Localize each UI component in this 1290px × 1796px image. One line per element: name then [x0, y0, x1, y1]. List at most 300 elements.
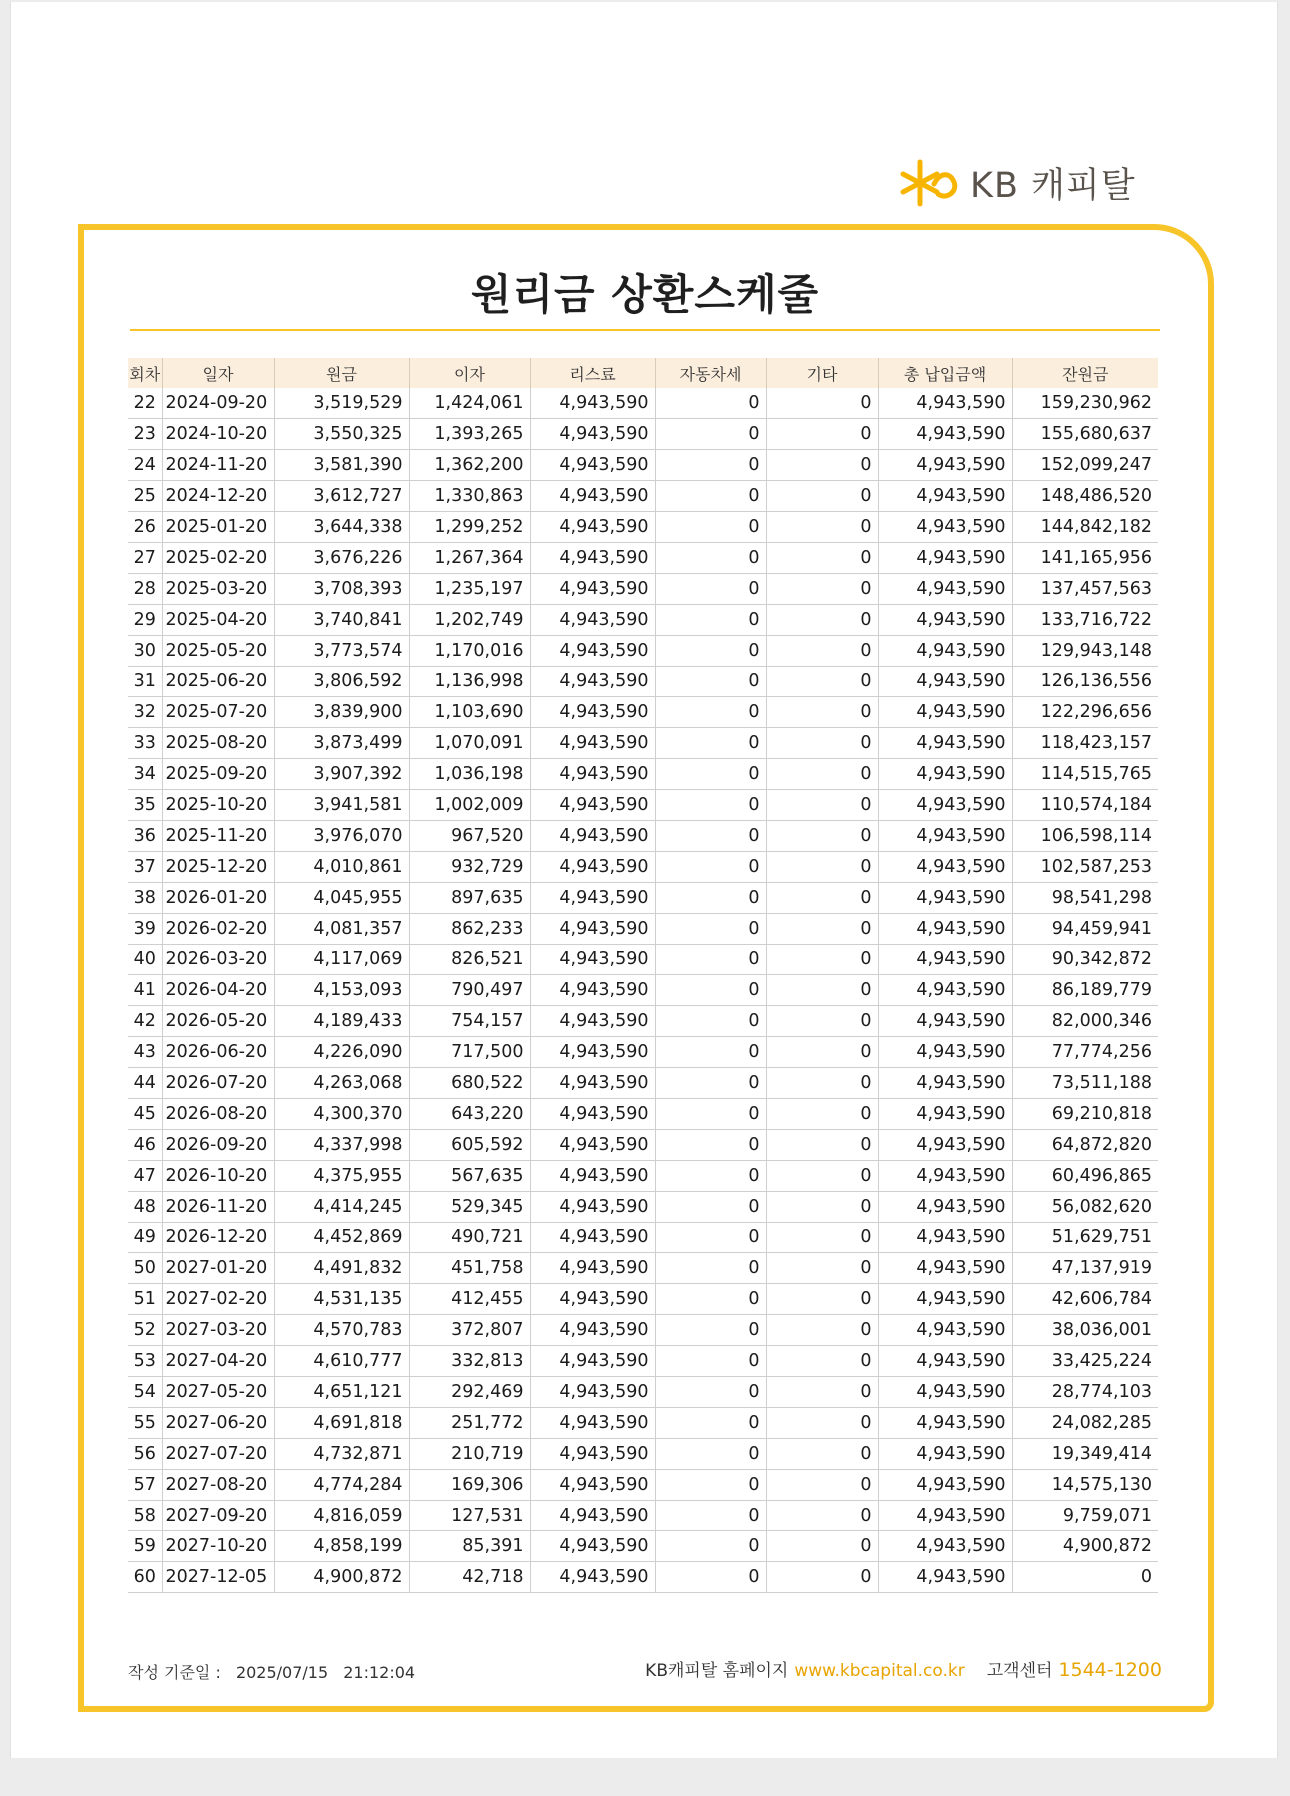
table-cell: 0 [655, 512, 766, 543]
table-cell: 3,519,529 [274, 388, 409, 419]
table-cell: 4,943,590 [878, 913, 1012, 944]
table-cell: 4,943,590 [530, 1346, 655, 1377]
table-cell: 4,943,590 [878, 1469, 1012, 1500]
table-cell: 4,943,590 [530, 820, 655, 851]
table-cell: 0 [655, 1037, 766, 1068]
table-cell: 2025-08-20 [162, 728, 274, 759]
table-cell: 529,345 [409, 1191, 530, 1222]
column-header: 잔원금 [1012, 358, 1158, 388]
table-cell: 4,610,777 [274, 1346, 409, 1377]
table-cell: 0 [655, 450, 766, 481]
table-cell: 155,680,637 [1012, 419, 1158, 450]
table-cell: 0 [655, 882, 766, 913]
table-cell: 4,414,245 [274, 1191, 409, 1222]
table-cell: 4,081,357 [274, 913, 409, 944]
table-cell: 0 [766, 635, 878, 666]
table-cell: 3,873,499 [274, 728, 409, 759]
table-cell: 4,943,590 [530, 512, 655, 543]
table-cell: 2026-02-20 [162, 913, 274, 944]
table-row [128, 944, 1158, 975]
creation-info [128, 1660, 425, 1683]
table-cell: 4,943,590 [530, 1006, 655, 1037]
table-cell: 4,943,590 [878, 1006, 1012, 1037]
table-cell: 0 [655, 1407, 766, 1438]
table-cell: 4,943,590 [530, 604, 655, 635]
table-cell: 3,581,390 [274, 450, 409, 481]
table-cell: 1,070,091 [409, 728, 530, 759]
table-cell: 53 [128, 1346, 162, 1377]
table-cell: 27 [128, 542, 162, 573]
table-cell: 58 [128, 1500, 162, 1531]
table-cell: 0 [655, 388, 766, 419]
table-cell: 0 [766, 1562, 878, 1593]
table-cell: 2026-06-20 [162, 1037, 274, 1068]
table-cell: 4,943,590 [878, 851, 1012, 882]
table-cell: 85,391 [409, 1531, 530, 1562]
table-cell: 24,082,285 [1012, 1407, 1158, 1438]
table-cell: 0 [655, 542, 766, 573]
table-cell: 69,210,818 [1012, 1098, 1158, 1129]
table-row [128, 388, 1158, 419]
table-cell: 4,943,590 [530, 1160, 655, 1191]
table-cell: 0 [655, 913, 766, 944]
service-label: 고객센터 [986, 1661, 1053, 1681]
table-cell: 0 [655, 728, 766, 759]
table-cell: 4,943,590 [530, 635, 655, 666]
table-cell: 2026-12-20 [162, 1222, 274, 1253]
table-cell: 2025-03-20 [162, 573, 274, 604]
table-cell: 0 [655, 1469, 766, 1500]
title-divider [130, 329, 1160, 331]
table-cell: 28 [128, 573, 162, 604]
table-cell: 33,425,224 [1012, 1346, 1158, 1377]
table-cell: 4,943,590 [878, 512, 1012, 543]
table-cell: 4,263,068 [274, 1068, 409, 1099]
table-cell: 0 [766, 1377, 878, 1408]
table-cell: 826,521 [409, 944, 530, 975]
table-cell: 4,774,284 [274, 1469, 409, 1500]
table-cell: 50 [128, 1253, 162, 1284]
table-cell: 4,943,590 [530, 1284, 655, 1315]
table-cell: 4,943,590 [530, 913, 655, 944]
table-row [128, 1500, 1158, 1531]
table-cell: 4,943,590 [878, 1160, 1012, 1191]
table-cell: 0 [655, 790, 766, 821]
table-row [128, 1191, 1158, 1222]
table-cell: 4,943,590 [878, 820, 1012, 851]
table-row [128, 851, 1158, 882]
table-cell: 1,036,198 [409, 759, 530, 790]
table-cell: 4,943,590 [878, 604, 1012, 635]
table-cell: 967,520 [409, 820, 530, 851]
table-cell: 3,839,900 [274, 697, 409, 728]
table-cell: 4,943,590 [878, 1531, 1012, 1562]
table-cell: 4,226,090 [274, 1037, 409, 1068]
table-cell: 122,296,656 [1012, 697, 1158, 728]
table-cell: 4,045,955 [274, 882, 409, 913]
table-cell: 37 [128, 851, 162, 882]
table-row [128, 1562, 1158, 1593]
table-cell: 292,469 [409, 1377, 530, 1408]
table-cell: 4,943,590 [530, 573, 655, 604]
table-cell: 0 [655, 1191, 766, 1222]
table-cell: 0 [766, 944, 878, 975]
table-cell: 4,943,590 [530, 975, 655, 1006]
table-cell: 2027-02-20 [162, 1284, 274, 1315]
table-body [128, 388, 1158, 1593]
table-cell: 4,943,590 [878, 944, 1012, 975]
table-cell: 3,644,338 [274, 512, 409, 543]
service-phone: 1544-1200 [1058, 1659, 1162, 1681]
column-header: 회차 [128, 358, 162, 388]
table-row [128, 697, 1158, 728]
table-cell: 4,943,590 [878, 1068, 1012, 1099]
table-row [128, 481, 1158, 512]
table-cell: 4,943,590 [530, 1377, 655, 1408]
table-cell: 2024-11-20 [162, 450, 274, 481]
table-cell: 0 [655, 419, 766, 450]
table-row [128, 1438, 1158, 1469]
table-cell: 90,342,872 [1012, 944, 1158, 975]
table-cell: 86,189,779 [1012, 975, 1158, 1006]
table-cell: 51 [128, 1284, 162, 1315]
table-row [128, 975, 1158, 1006]
table-row [128, 1098, 1158, 1129]
table-cell: 4,943,590 [878, 728, 1012, 759]
table-cell: 51,629,751 [1012, 1222, 1158, 1253]
table-cell: 0 [766, 573, 878, 604]
homepage-label: KB캐피탈 홈페이지 [645, 1661, 789, 1681]
table-row [128, 604, 1158, 635]
table-cell: 0 [766, 1222, 878, 1253]
table-row [128, 635, 1158, 666]
table-cell: 2027-10-20 [162, 1531, 274, 1562]
table-cell: 4,943,590 [530, 1129, 655, 1160]
table-cell: 4,943,590 [530, 1500, 655, 1531]
table-cell: 0 [766, 1006, 878, 1037]
table-cell: 4,943,590 [530, 481, 655, 512]
table-cell: 0 [766, 1500, 878, 1531]
table-cell: 0 [766, 604, 878, 635]
column-header: 리스료 [530, 358, 655, 388]
table-row [128, 1407, 1158, 1438]
table-cell: 1,235,197 [409, 573, 530, 604]
table-cell: 0 [766, 1098, 878, 1129]
table-row [128, 820, 1158, 851]
table-cell: 3,773,574 [274, 635, 409, 666]
table-row [128, 666, 1158, 697]
created-date: 2025/07/15 [235, 1663, 329, 1682]
table-cell: 4,943,590 [878, 697, 1012, 728]
table-cell: 3,907,392 [274, 759, 409, 790]
table-cell: 0 [766, 1160, 878, 1191]
table-row [128, 728, 1158, 759]
table-cell: 680,522 [409, 1068, 530, 1099]
table-cell: 1,299,252 [409, 512, 530, 543]
table-cell: 26 [128, 512, 162, 543]
table-cell: 4,943,590 [530, 666, 655, 697]
table-row [128, 1253, 1158, 1284]
table-cell: 3,708,393 [274, 573, 409, 604]
table-cell: 0 [766, 728, 878, 759]
table-cell: 47,137,919 [1012, 1253, 1158, 1284]
table-cell: 0 [655, 666, 766, 697]
table-cell: 40 [128, 944, 162, 975]
table-cell: 0 [766, 542, 878, 573]
table-cell: 4,943,590 [530, 944, 655, 975]
table-cell: 1,362,200 [409, 450, 530, 481]
table-cell: 0 [655, 697, 766, 728]
table-cell: 2025-07-20 [162, 697, 274, 728]
table-cell: 0 [766, 419, 878, 450]
table-cell: 0 [655, 573, 766, 604]
table-row [128, 759, 1158, 790]
table-cell: 4,943,590 [530, 388, 655, 419]
table-cell: 0 [766, 1407, 878, 1438]
table-cell: 412,455 [409, 1284, 530, 1315]
table-row [128, 1222, 1158, 1253]
table-cell: 0 [655, 1531, 766, 1562]
kb-star-icon [900, 158, 962, 208]
table-cell: 4,943,590 [530, 1469, 655, 1500]
table-cell: 56 [128, 1438, 162, 1469]
table-cell: 0 [655, 1500, 766, 1531]
table-cell: 0 [655, 1006, 766, 1037]
table-cell: 2026-07-20 [162, 1068, 274, 1099]
table-cell: 1,202,749 [409, 604, 530, 635]
table-cell: 48 [128, 1191, 162, 1222]
table-cell: 98,541,298 [1012, 882, 1158, 913]
table-cell: 4,900,872 [274, 1562, 409, 1593]
column-header: 총 납입금액 [878, 358, 1012, 388]
table-cell: 73,511,188 [1012, 1068, 1158, 1099]
repayment-schedule-table [128, 358, 1158, 1593]
homepage-link[interactable]: www.kbcapital.co.kr [794, 1661, 965, 1681]
table-cell: 897,635 [409, 882, 530, 913]
table-cell: 114,515,765 [1012, 759, 1158, 790]
table-cell: 0 [766, 388, 878, 419]
table-cell: 4,943,590 [530, 1438, 655, 1469]
table-cell: 0 [655, 635, 766, 666]
table-cell: 605,592 [409, 1129, 530, 1160]
table-cell: 14,575,130 [1012, 1469, 1158, 1500]
table-cell: 4,943,590 [878, 1253, 1012, 1284]
table-cell: 57 [128, 1469, 162, 1500]
table-cell: 102,587,253 [1012, 851, 1158, 882]
created-time: 21:12:04 [343, 1663, 416, 1682]
table-cell: 4,943,590 [530, 542, 655, 573]
column-header: 원금 [274, 358, 409, 388]
table-cell: 0 [655, 1562, 766, 1593]
table-cell: 47 [128, 1160, 162, 1191]
table-row [128, 1346, 1158, 1377]
table-row [128, 1068, 1158, 1099]
table-cell: 4,651,121 [274, 1377, 409, 1408]
table-cell: 52 [128, 1315, 162, 1346]
table-cell: 38 [128, 882, 162, 913]
table-cell: 0 [655, 1222, 766, 1253]
table-cell: 4,943,590 [878, 635, 1012, 666]
table-cell: 39 [128, 913, 162, 944]
table-cell: 4,943,590 [530, 1531, 655, 1562]
table-cell: 1,002,009 [409, 790, 530, 821]
table-cell: 46 [128, 1129, 162, 1160]
table-cell: 4,943,590 [878, 450, 1012, 481]
table-cell: 4,943,590 [878, 481, 1012, 512]
table-cell: 25 [128, 481, 162, 512]
table-cell: 4,375,955 [274, 1160, 409, 1191]
table-cell: 4,691,818 [274, 1407, 409, 1438]
column-header: 자동차세 [655, 358, 766, 388]
table-cell: 4,189,433 [274, 1006, 409, 1037]
table-cell: 251,772 [409, 1407, 530, 1438]
table-cell: 137,457,563 [1012, 573, 1158, 604]
table-cell: 0 [766, 1253, 878, 1284]
table-cell: 4,943,590 [878, 1315, 1012, 1346]
table-cell: 0 [766, 790, 878, 821]
table-cell: 4,943,590 [878, 419, 1012, 450]
table-cell: 0 [766, 1346, 878, 1377]
table-cell: 169,306 [409, 1469, 530, 1500]
table-cell: 4,943,590 [878, 1222, 1012, 1253]
table-cell: 129,943,148 [1012, 635, 1158, 666]
table-cell: 54 [128, 1377, 162, 1408]
table-cell: 0 [766, 481, 878, 512]
table-cell: 28,774,103 [1012, 1377, 1158, 1408]
table-cell: 2027-01-20 [162, 1253, 274, 1284]
table-cell: 567,635 [409, 1160, 530, 1191]
table-cell: 0 [766, 975, 878, 1006]
table-row [128, 1006, 1158, 1037]
table-cell: 4,452,869 [274, 1222, 409, 1253]
table-cell: 0 [766, 1284, 878, 1315]
table-cell: 4,570,783 [274, 1315, 409, 1346]
table-cell: 4,943,590 [530, 1253, 655, 1284]
table-cell: 60,496,865 [1012, 1160, 1158, 1191]
table-cell: 1,424,061 [409, 388, 530, 419]
table-row [128, 1037, 1158, 1068]
table-cell: 1,170,016 [409, 635, 530, 666]
table-cell: 4,816,059 [274, 1500, 409, 1531]
table-cell: 36 [128, 820, 162, 851]
table-cell: 4,943,590 [530, 1037, 655, 1068]
table-cell: 2027-08-20 [162, 1469, 274, 1500]
table-cell: 59 [128, 1531, 162, 1562]
table-cell: 2026-01-20 [162, 882, 274, 913]
table-cell: 2024-09-20 [162, 388, 274, 419]
table-cell: 4,943,590 [530, 790, 655, 821]
table-cell: 3,941,581 [274, 790, 409, 821]
table-cell: 44 [128, 1068, 162, 1099]
contact-info [645, 1656, 1162, 1681]
table-cell: 4,943,590 [530, 851, 655, 882]
table-cell: 4,943,590 [878, 975, 1012, 1006]
table-row [128, 1469, 1158, 1500]
table-cell: 2027-06-20 [162, 1407, 274, 1438]
table-cell: 60 [128, 1562, 162, 1593]
table-cell: 0 [766, 759, 878, 790]
table-cell: 118,423,157 [1012, 728, 1158, 759]
table-cell: 0 [655, 604, 766, 635]
table-cell: 2025-05-20 [162, 635, 274, 666]
table-cell: 372,807 [409, 1315, 530, 1346]
table-cell: 1,103,690 [409, 697, 530, 728]
table-cell: 4,943,590 [878, 542, 1012, 573]
table-cell: 0 [655, 1098, 766, 1129]
table-cell: 42 [128, 1006, 162, 1037]
table-cell: 790,497 [409, 975, 530, 1006]
table-cell: 152,099,247 [1012, 450, 1158, 481]
table-cell: 0 [655, 1315, 766, 1346]
table-cell: 0 [655, 759, 766, 790]
table-cell: 4,943,590 [530, 1562, 655, 1593]
table-cell: 3,676,226 [274, 542, 409, 573]
table-cell: 23 [128, 419, 162, 450]
table-cell: 34 [128, 759, 162, 790]
column-header: 일자 [162, 358, 274, 388]
table-cell: 2027-12-05 [162, 1562, 274, 1593]
table-cell: 64,872,820 [1012, 1129, 1158, 1160]
table-cell: 41 [128, 975, 162, 1006]
table-cell: 49 [128, 1222, 162, 1253]
table-cell: 4,943,590 [878, 1500, 1012, 1531]
table-cell: 33 [128, 728, 162, 759]
table-cell: 133,716,722 [1012, 604, 1158, 635]
table-cell: 2025-10-20 [162, 790, 274, 821]
table-row [128, 1531, 1158, 1562]
table-cell: 4,943,590 [878, 573, 1012, 604]
table-cell: 4,943,590 [878, 1098, 1012, 1129]
table-row [128, 1129, 1158, 1160]
table-cell: 31 [128, 666, 162, 697]
table-cell: 4,943,590 [878, 1346, 1012, 1377]
table-cell: 0 [766, 882, 878, 913]
table-cell: 30 [128, 635, 162, 666]
table-cell: 2026-03-20 [162, 944, 274, 975]
table-cell: 2024-10-20 [162, 419, 274, 450]
table-cell: 4,943,590 [878, 1562, 1012, 1593]
table-cell: 0 [766, 913, 878, 944]
table-cell: 0 [655, 1253, 766, 1284]
table-cell: 0 [766, 512, 878, 543]
table-cell: 4,531,135 [274, 1284, 409, 1315]
table-cell: 0 [655, 481, 766, 512]
table-cell: 4,153,093 [274, 975, 409, 1006]
table-cell: 4,337,998 [274, 1129, 409, 1160]
table-cell: 0 [766, 851, 878, 882]
table-cell: 4,943,590 [878, 666, 1012, 697]
table-cell: 2026-11-20 [162, 1191, 274, 1222]
table-cell: 2027-05-20 [162, 1377, 274, 1408]
table-cell: 159,230,962 [1012, 388, 1158, 419]
table-cell: 45 [128, 1098, 162, 1129]
table-cell: 0 [766, 1438, 878, 1469]
table-row [128, 1284, 1158, 1315]
table-cell: 2025-12-20 [162, 851, 274, 882]
table-row [128, 913, 1158, 944]
table-cell: 0 [655, 851, 766, 882]
table-cell: 2027-03-20 [162, 1315, 274, 1346]
table-row [128, 790, 1158, 821]
table-cell: 0 [766, 1315, 878, 1346]
table-cell: 4,943,590 [530, 759, 655, 790]
table-cell: 0 [655, 820, 766, 851]
table-cell: 4,858,199 [274, 1531, 409, 1562]
table-cell: 4,010,861 [274, 851, 409, 882]
created-label: 작성 기준일 : [128, 1663, 221, 1682]
table-cell: 29 [128, 604, 162, 635]
table-cell: 0 [655, 1160, 766, 1191]
